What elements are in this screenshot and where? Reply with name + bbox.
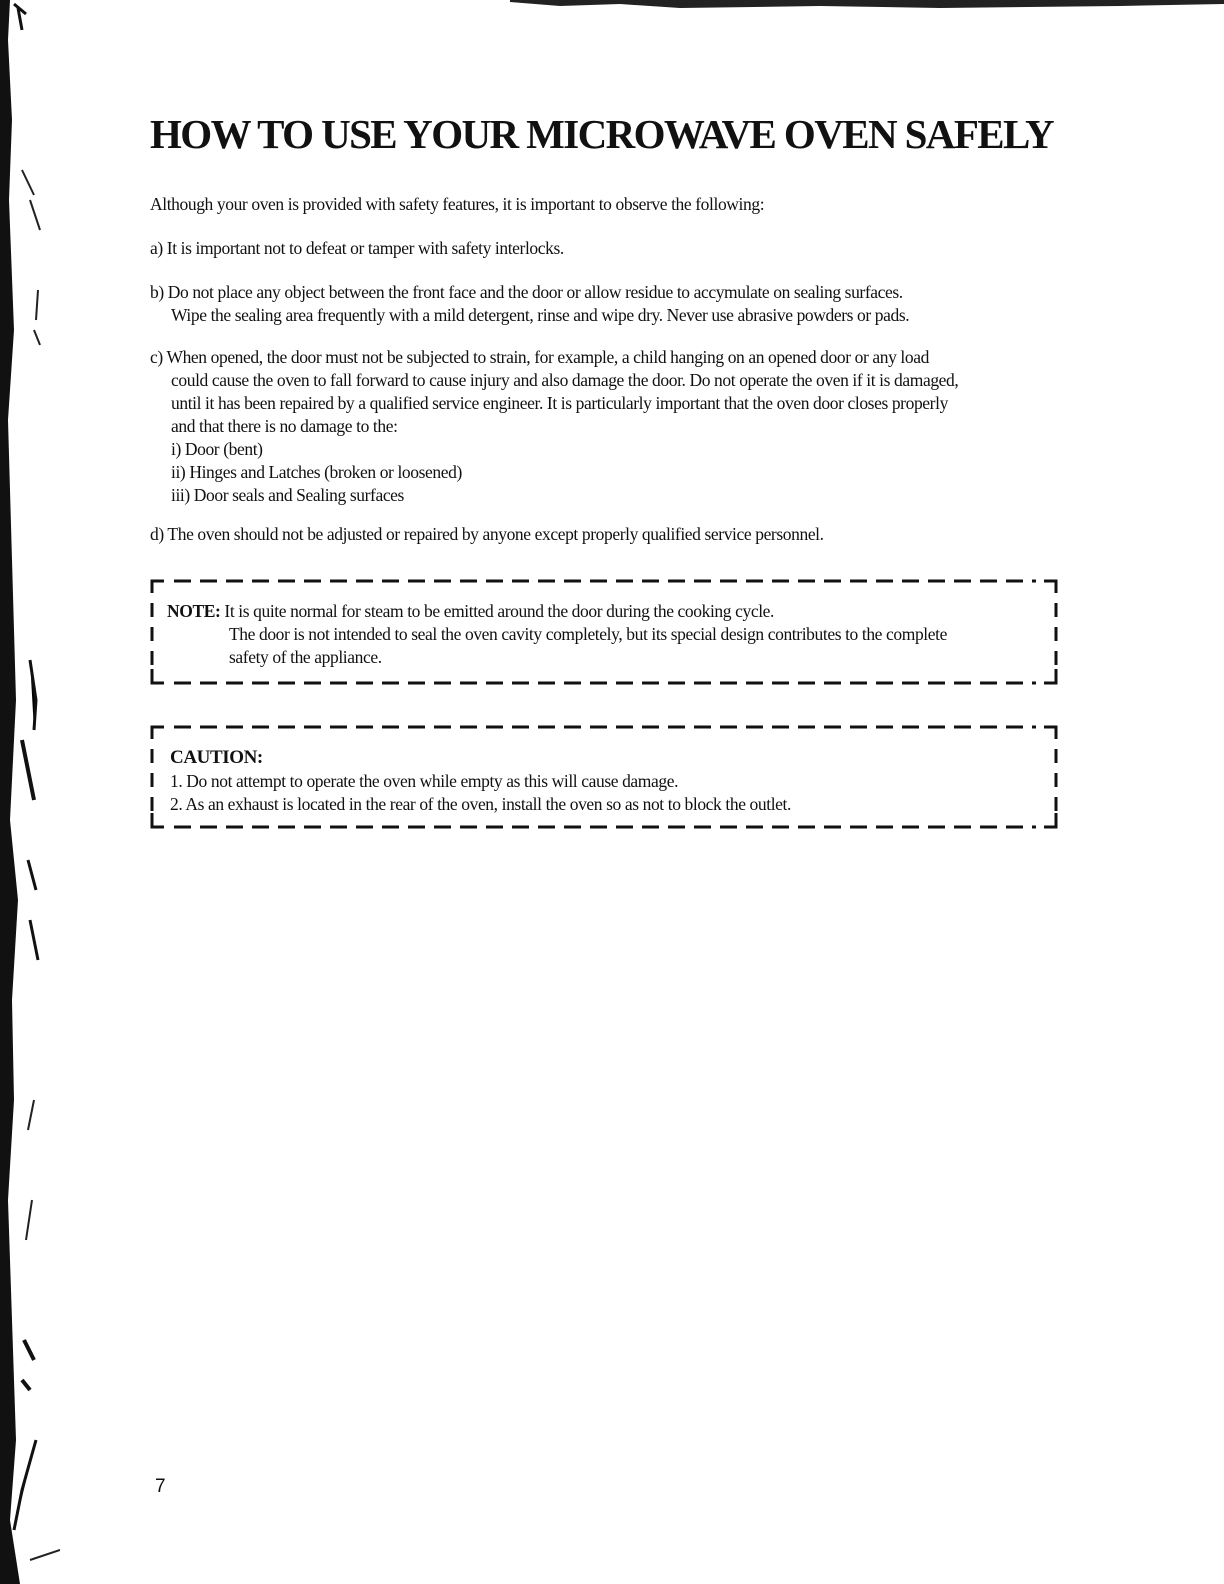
note-box <box>150 575 1058 687</box>
intro-paragraph: Although your oven is provided with safety features, it is important to observe the following: <box>150 194 765 214</box>
page-number: 7 <box>155 1476 166 1497</box>
scan-edge-left <box>0 0 60 1584</box>
safety-item-b-line: b) Do not place any object between the front face and the door or allow residue to accymulate on sealing surfaces. <box>150 282 903 302</box>
caution-item: 1. Do not attempt to operate the oven while empty as this will cause damage. <box>170 771 679 791</box>
safety-item-a: a) It is important not to defeat or tamper with safety interlocks. <box>150 238 564 258</box>
safety-item-c <box>150 346 1070 507</box>
safety-item-c-line: until it has been repaired by a qualified service engineer. It is particularly important that the oven door closes properly <box>171 393 948 413</box>
page-title: HOW TO USE YOUR MICROWAVE OVEN SAFELY <box>150 111 1053 157</box>
door-check-item: i) Door (bent) <box>171 439 263 459</box>
caution-content <box>170 746 1050 816</box>
caution-item: 2. As an exhaust is located in the rear of the oven, install the oven so as not to block the outlet. <box>170 794 791 814</box>
note-label: NOTE: <box>167 601 221 621</box>
note-line: safety of the appliance. <box>229 647 382 667</box>
note-content <box>167 600 1057 669</box>
caution-heading: CAUTION: <box>170 747 263 768</box>
safety-item-d: d) The oven should not be adjusted or repaired by anyone except properly qualified service personnel. <box>150 524 824 544</box>
safety-item-c-line: c) When opened, the door must not be subjected to strain, for example, a child hanging on an opened door or any load <box>150 347 929 367</box>
safety-item-b <box>150 281 1070 327</box>
note-line: It is quite normal for steam to be emitted around the door during the cooking cycle. <box>224 601 774 621</box>
caution-box <box>150 721 1058 831</box>
safety-item-b-line: Wipe the sealing area frequently with a mild detergent, rinse and wipe dry. Never use abrasive powders or pads. <box>171 305 910 325</box>
scan-edge-top <box>420 0 1224 12</box>
safety-item-c-line: and that there is no damage to the: <box>171 416 398 436</box>
note-line: The door is not intended to seal the oven cavity completely, but its special design contributes to the complete <box>229 624 947 644</box>
door-check-item: iii) Door seals and Sealing surfaces <box>171 485 404 505</box>
door-check-item: ii) Hinges and Latches (broken or loosened) <box>171 462 462 482</box>
safety-item-c-line: could cause the oven to fall forward to cause injury and also damage the door. Do not operate the oven if it is damaged, <box>171 370 959 390</box>
